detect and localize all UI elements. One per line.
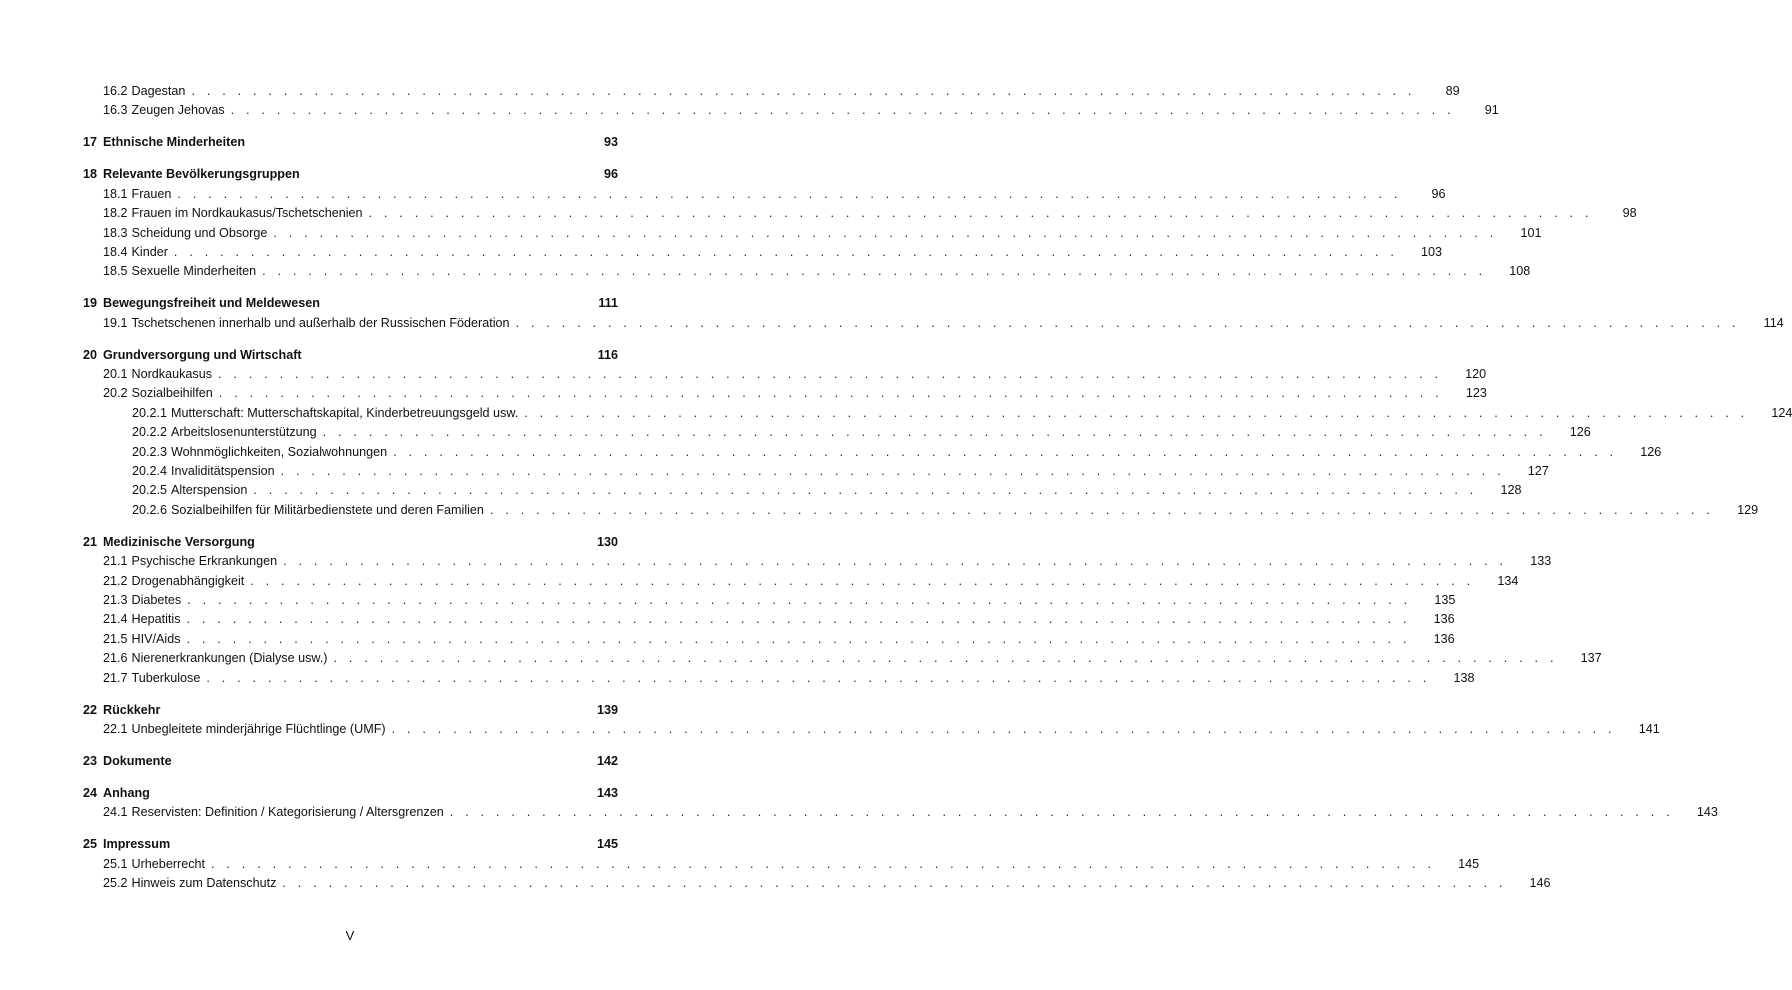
toc-entry-page: 126	[1569, 425, 1591, 440]
toc-entry-title: Anhang	[103, 785, 150, 800]
toc-section-entry[interactable]	[83, 82, 1460, 101]
toc-chapter-entry[interactable]	[83, 165, 618, 184]
toc-entry-number: 24.1	[103, 805, 128, 820]
toc-entry-number: 20.2.3	[132, 444, 168, 459]
toc-dot-leader: . . . . . . . . . . . . . . . . . . . . . . . . . . . . . . . . . . . . . . . . . . . . . . . . . . . . . . . . . . . . . . . . . . . . . . . . . . . . . . . .	[230, 103, 1455, 118]
toc-entry-title: Sexuelle Minderheiten	[131, 264, 257, 279]
toc-entry-title: HIV/Aids	[131, 631, 181, 646]
toc-entry-title: Zeugen Jehovas	[131, 103, 225, 118]
page-number: V	[345, 928, 355, 943]
toc-entry-title: Impressum	[103, 837, 171, 852]
toc-entry-title: Tuberkulose	[131, 670, 201, 685]
toc-section-entry[interactable]	[83, 501, 1759, 520]
toc-section-entry[interactable]	[83, 224, 1542, 243]
toc-dot-leader: . . . . . . . . . . . . . . . . . . . . . . . . . . . . . . . . . . . . . . . . . . . . . . . . . . . . . . . . . . . . . . . . . . . . . . . . . . . . . . . .	[283, 554, 1508, 569]
toc-section-entry[interactable]	[83, 855, 1480, 874]
toc-entry-page: 143	[1696, 805, 1718, 820]
toc-dot-leader: . . . . . . . . . . . . . . . . . . . . . . . . . . . . . . . . . . . . . . . . . . . . . . . . . . . . . . . . . . . . . . . . . . . . . . . . . . . . . . . .	[262, 264, 1487, 279]
toc-entry-title: Relevante Bevölkerungsgruppen	[103, 167, 300, 182]
toc-entry-title: Frauen	[131, 186, 172, 201]
toc-dot-leader: . . . . . . . . . . . . . . . . . . . . . . . . . . . . . . . . . . . . . . . . . . . . . . . . . . . . . . . . . . . . . . . . . . . . . . . . . . . . . . . .	[191, 84, 1416, 98]
toc-entry-number: 16.2	[103, 84, 128, 98]
toc-section-entry[interactable]	[83, 803, 1718, 822]
toc-dot-leader: . . . . . . . . . . . . . . . . . . . . . . . . . . . . . . . . . . . . . . . . . . . . . . . . . . . . . . . . . . . . . . . . . . . . . . . . . . . . . . . .	[391, 721, 1616, 736]
toc-entry-page: 101	[1520, 225, 1542, 240]
toc-entry-title: Tschetschenen innerhalb und außerhalb der Russischen Föderation	[131, 315, 510, 330]
toc-section-entry[interactable]	[83, 101, 1499, 120]
toc-entry-title: Nordkaukasus	[131, 367, 213, 382]
toc-entry-page: 134	[1497, 573, 1519, 588]
toc-section-entry[interactable]	[83, 481, 1522, 500]
toc-section-entry[interactable]	[83, 365, 1487, 384]
toc-dot-leader: . . . . . . . . . . . . . . . . . . . . . . . . . . . . . . . . . . . . . . . . . . . . . . . . . . . . . . . . . . . . . . . . . . . . . . . . . . . . . . . .	[280, 464, 1505, 479]
toc-dot-leader: . . . . . . . . . . . . . . . . . . . . . . . . . . . . . . . . . . . . . . . . . . . . . . . . . . . . . . . . . . . . . . . . . . . . . . . . . . . . . . . .	[177, 186, 1402, 201]
toc-entry-title: Urheberrecht	[131, 856, 206, 871]
toc-entry-title: Psychische Erkrankungen	[131, 554, 278, 569]
toc-entry-number: 20.2.2	[132, 425, 168, 440]
toc-entry-page: 143	[596, 785, 618, 800]
toc-section-entry[interactable]	[83, 591, 1456, 610]
toc-entry-title: Scheidung und Obsorge	[131, 225, 268, 240]
toc-entry-title: Ethnische Minderheiten	[103, 135, 246, 150]
toc-entry-title: Dokumente	[103, 753, 172, 768]
toc-entry-page: 96	[1431, 186, 1446, 201]
toc-entry-number: 18.2	[103, 206, 128, 221]
toc-entry-page: 91	[1484, 103, 1499, 118]
toc-section-entry[interactable]	[83, 185, 1446, 204]
toc-entry-title: Hinweis zum Datenschutz	[131, 876, 277, 891]
toc-dot-leader: . . . . . . . . . . . . . . . . . . . . . . . . . . . . . . . . . . . . . . . . . . . . . . . . . . . . . . . . . . . . . . . . . . . . . . . . . . . . . . . .	[187, 592, 1412, 607]
toc-dot-leader: . . . . . . . . . . . . . . . . . . . . . . . . . . . . . . . . . . . . . . . . . . . . . . . . . . . . . . . . . . . . . . . . . . . . . . . . . . . . . . . .	[393, 444, 1618, 459]
toc-entry-page: 146	[1529, 876, 1551, 891]
toc-entry-number: 20.1	[103, 367, 128, 382]
toc-entry-page: 138	[1453, 670, 1475, 685]
toc-entry-number: 24	[83, 785, 98, 800]
toc-entry-title: Wohnmöglichkeiten, Sozialwohnungen	[171, 444, 388, 459]
toc-entry-title: Kinder	[131, 244, 168, 259]
toc-dot-leader: . . . . . . . . . . . . . . . . . . . . . . . . . . . . . . . . . . . . . . . . . . . . . . . . . . . . . . . . . . . . . . . . . . . . . . . . . . . . . . . .	[273, 225, 1498, 240]
toc-dot-leader: . . . . . . . . . . . . . . . . . . . . . . . . . . . . . . . . . . . . . . . . . . . . . . . . . . . . . . . . . . . . . . . . . . . . . . . . . . . . . . . .	[282, 876, 1507, 891]
toc-entry-page: 145	[1458, 856, 1480, 871]
toc-section-entry[interactable]	[83, 384, 1487, 403]
toc-entry-page: 133	[1530, 554, 1552, 569]
toc-entry-page: 96	[603, 167, 618, 182]
toc-entry-title: Diabetes	[131, 592, 182, 607]
toc-entry-title: Reservisten: Definition / Kategorisierung / Altersgrenzen	[131, 805, 444, 820]
toc-section-entry[interactable]	[83, 423, 1591, 442]
toc-dot-leader: . . . . . . . . . . . . . . . . . . . . . . . . . . . . . . . . . . . . . . . . . . . . . . . . . . . . . . . . . . . . . . . . . . . . . . . . . . . . . . . .	[186, 631, 1411, 646]
toc-entry-title: Alterspension	[171, 483, 248, 498]
toc-entry-number: 21	[83, 534, 98, 549]
toc-chapter-entry[interactable]	[83, 533, 618, 552]
toc-entry-number: 18.4	[103, 244, 128, 259]
toc-entry-page: 98	[1622, 206, 1637, 221]
toc-entry-page: 114	[1763, 315, 1784, 330]
toc-entry-number: 19	[83, 296, 98, 311]
toc-entry-number: 18.1	[103, 186, 128, 201]
toc-dot-leader: . . . . . . . . . . . . . . . . . . . . . . . . . . . . . . . . . . . . . . . . . . . . . . . . . . . . . . . . . . . . . . . . . . . . . . . . . . . . . . . .	[489, 502, 1715, 517]
toc-entry-number: 21.5	[103, 631, 128, 646]
toc-dot-leader: . . . . . . . . . . . . . . . . . . . . . . . . . . . . . . . . . . . . . . . . . . . . . . . . . . . . . . . . . . . . . . . . . . . . . . . . . . . . . . . .	[515, 315, 1740, 330]
toc-section-entry[interactable]	[83, 649, 1602, 668]
toc-entry-page: 129	[1737, 502, 1759, 517]
toc-section-entry[interactable]	[83, 572, 1519, 591]
toc-dot-leader: . . . . . . . . . . . . . . . . . . . . . . . . . . . . . . . . . . . . . . . . . . . . . . . . . . . . . . . . . . . . . . . . . . . . . . . . . . . . . . . .	[449, 805, 1674, 820]
toc-dot-leader: . . . . . . . . . . . . . . . . . . . . . . . . . . . . . . . . . . . . . . . . . . . . . . . . . . . . . . . . . . . . . . . . . . . . . . . . . . . . . . . .	[250, 573, 1475, 588]
toc-entry-number: 16.3	[103, 103, 128, 118]
toc-section-entry[interactable]	[83, 262, 1531, 281]
toc-section-entry[interactable]	[83, 669, 1475, 688]
toc-chapter-entry[interactable]	[83, 835, 618, 854]
toc-dot-leader: . . . . . . . . . . . . . . . . . . . . . . . . . . . . . . . . . . . . . . . . . . . . . . . . . . . . . . . . . . . . . . . . . . . . . . . . . . . . . . . .	[206, 670, 1431, 685]
toc-dot-leader: . . . . . . . . . . . . . . . . . . . . . . . . . . . . . . . . . . . . . . . . . . . . . . . . . . . . . . . . . . . . . . . . . . . . . . . . . . . . . . . .	[186, 612, 1411, 627]
toc-entry-number: 20.2.1	[132, 405, 168, 420]
toc-entry-page: 135	[1434, 592, 1456, 607]
toc-dot-leader: . . . . . . . . . . . . . . . . . . . . . . . . . . . . . . . . . . . . . . . . . . . . . . . . . . . . . . . . . . . . . . . . . . . . . . . . . . . . . . . .	[211, 856, 1436, 871]
toc-section-entry[interactable]	[83, 243, 1443, 262]
toc-entry-page: 127	[1527, 464, 1549, 479]
toc-entry-title: Unbegleitete minderjährige Flüchtlinge (UMF)	[131, 721, 386, 736]
toc-dot-leader: . . . . . . . . . . . . . . . . . . . . . . . . . . . . . . . . . . . . . . . . . . . . . . . . . . . . . . . . . . . . . . . . . . . . . . . . . . . . . . . .	[322, 425, 1547, 440]
toc-entry-page: 111	[598, 296, 618, 311]
toc-entry-page: 124	[1771, 405, 1792, 420]
toc-entry-number: 25.1	[103, 856, 128, 871]
toc-dot-leader: . . . . . . . . . . . . . . . . . . . . . . . . . . . . . . . . . . . . . . . . . . . . . . . . . . . . . . . . . . . . . . . . . . . . . . . . . . . . . . . .	[218, 367, 1443, 382]
toc-entry-title: Nierenerkrankungen (Dialyse usw.)	[131, 651, 328, 666]
toc-section-entry[interactable]	[83, 443, 1662, 462]
toc-entry-number: 18	[83, 167, 98, 182]
toc-entry-title: Sozialbeihilfen	[131, 386, 213, 401]
toc-entry-page: 103	[1421, 244, 1443, 259]
toc-entry-page: 120	[1465, 367, 1487, 382]
toc-entry-number: 20.2.6	[132, 502, 168, 517]
toc-entry-title: Mutterschaft: Mutterschaftskapital, Kinderbetreuungsgeld usw.	[171, 405, 519, 420]
toc-entry-number: 19.1	[103, 315, 128, 330]
toc-entry-page: 89	[1445, 84, 1460, 98]
toc-chapter-entry[interactable]	[83, 701, 618, 720]
toc-entry-number: 21.1	[103, 554, 128, 569]
toc-entry-title: Medizinische Versorgung	[103, 534, 255, 549]
toc-dot-leader: . . . . . . . . . . . . . . . . . . . . . . . . . . . . . . . . . . . . . . . . . . . . . . . . . . . . . . . . . . . . . . . . . . . . . . . . . . . . . . . .	[253, 483, 1478, 498]
toc-entry-number: 21.2	[103, 573, 128, 588]
toc-entry-page: 93	[603, 135, 618, 150]
toc-entry-title: Drogenabhängigkeit	[131, 573, 245, 588]
toc-entry-title: Arbeitslosenunterstützung	[171, 425, 317, 440]
toc-section-entry[interactable]	[83, 462, 1549, 481]
toc-dot-leader: . . . . . . . . . . . . . . . . . . . . . . . . . . . . . . . . . . . . . . . . . . . . . . . . . . . . . . . . . . . . . . . . . . . . . . . . . . . . . . . .	[368, 206, 1593, 221]
toc-entry-number: 21.3	[103, 592, 128, 607]
toc-entry-title: Rückkehr	[103, 702, 161, 717]
toc-section-entry[interactable]	[83, 630, 1455, 649]
toc-entry-number: 21.6	[103, 651, 128, 666]
toc-entry-page: 141	[1638, 721, 1660, 736]
toc-entry-number: 25	[83, 837, 98, 852]
toc-entry-number: 18.3	[103, 225, 128, 240]
toc-section-entry[interactable]	[83, 204, 1637, 223]
toc-entry-title: Hepatitis	[131, 612, 181, 627]
toc-entry-number: 20.2.4	[132, 464, 168, 479]
toc-section-entry[interactable]	[83, 874, 1551, 893]
toc-entry-number: 20.2	[103, 386, 128, 401]
toc-entry-page: 116	[597, 347, 618, 362]
toc-entry-page: 108	[1509, 264, 1531, 279]
toc-entry-page: 126	[1640, 444, 1662, 459]
toc-entry-page: 130	[596, 534, 618, 549]
toc-entry-page: 137	[1580, 651, 1602, 666]
toc-entry-page: 145	[596, 837, 618, 852]
toc-entry-title: Grundversorgung und Wirtschaft	[103, 347, 302, 362]
toc-entry-page: 123	[1465, 386, 1487, 401]
toc-chapter-entry[interactable]	[83, 784, 618, 803]
toc-entry-number: 25.2	[103, 876, 128, 891]
toc-entry-title: Bewegungsfreiheit und Meldewesen	[103, 296, 320, 311]
toc-entry-title: Invaliditätspension	[171, 464, 275, 479]
toc-entry-number: 22	[83, 702, 98, 717]
toc-entry-number: 23	[83, 753, 98, 768]
toc-entry-page: 139	[596, 702, 618, 717]
toc-section-entry[interactable]	[83, 720, 1660, 739]
toc-entry-page: 136	[1433, 612, 1455, 627]
toc-chapter-entry[interactable]	[83, 294, 618, 313]
toc-entry-title: Sozialbeihilfen für Militärbedienstete und deren Familien	[171, 502, 484, 517]
toc-entry-number: 18.5	[103, 264, 128, 279]
toc-dot-leader: . . . . . . . . . . . . . . . . . . . . . . . . . . . . . . . . . . . . . . . . . . . . . . . . . . . . . . . . . . . . . . . . . . . . . . . . . . . . . . . .	[333, 651, 1558, 666]
toc-chapter-entry[interactable]	[83, 346, 618, 365]
toc-entry-number: 20	[83, 347, 98, 362]
toc-chapter-entry[interactable]	[83, 133, 618, 152]
toc-chapter-entry[interactable]	[83, 752, 618, 771]
toc-entry-number: 21.7	[103, 670, 128, 685]
table-of-contents	[83, 82, 1792, 893]
toc-entry-page: 142	[596, 753, 618, 768]
toc-entry-title: Dagestan	[131, 84, 186, 98]
toc-entry-page: 128	[1500, 483, 1522, 498]
toc-entry-page: 136	[1433, 631, 1455, 646]
toc-section-entry[interactable]	[83, 314, 1784, 333]
toc-entry-number: 21.4	[103, 612, 128, 627]
toc-entry-number: 17	[83, 135, 98, 150]
toc-entry-number: 20.2.5	[132, 483, 168, 498]
toc-entry-number: 22.1	[103, 721, 128, 736]
toc-section-entry[interactable]	[83, 552, 1552, 571]
toc-dot-leader: . . . . . . . . . . . . . . . . . . . . . . . . . . . . . . . . . . . . . . . . . . . . . . . . . . . . . . . . . . . . . . . . . . . . . . . . . . . . . . . .	[524, 405, 1749, 420]
toc-section-entry[interactable]	[83, 404, 1792, 423]
toc-dot-leader: . . . . . . . . . . . . . . . . . . . . . . . . . . . . . . . . . . . . . . . . . . . . . . . . . . . . . . . . . . . . . . . . . . . . . . . . . . . . . . . .	[173, 244, 1399, 259]
toc-dot-leader: . . . . . . . . . . . . . . . . . . . . . . . . . . . . . . . . . . . . . . . . . . . . . . . . . . . . . . . . . . . . . . . . . . . . . . . . . . . . . . . .	[218, 386, 1443, 401]
toc-entry-title: Frauen im Nordkaukasus/Tschetschenien	[131, 206, 363, 221]
toc-section-entry[interactable]	[83, 610, 1455, 629]
